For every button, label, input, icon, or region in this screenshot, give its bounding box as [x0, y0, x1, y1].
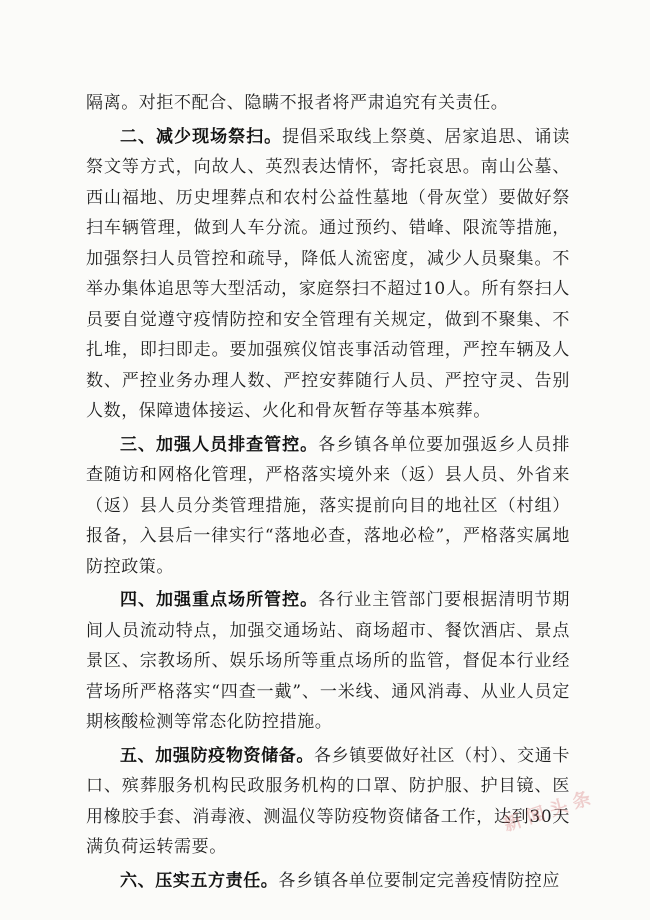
paragraph-text: 各行业主管部门要根据清明节期间人员流动特点，加强交通场站、商场超市、餐饮酒店、景点景区、宗教场所、娱乐场所等重点场所的监管，督促本行业经营场所严格落实“四查一戴”、一米线、通风消毒、从业人员定期核酸检测等常态化防控措施。	[86, 590, 570, 732]
paragraph-text: 各乡镇各单位要制定完善疫情防控应	[278, 870, 561, 891]
section-heading: 五、加强防疫物资储备。	[120, 745, 314, 766]
paragraph-text: 各乡镇各单位要加强返乡人员排查随访和网格化管理，严格落实境外来（返）县人员、外省来（返）县人员分类管理措施，落实提前向目的地社区（村组）报备，入县后一律实行“落地必查，落地必检”，严格落实属地防控政策。	[86, 434, 570, 577]
paragraph-personnel-screening	[86, 430, 570, 583]
paragraph-isolation-end	[86, 88, 570, 119]
watermark: 新闻头条	[501, 786, 600, 836]
paragraph-text: 提倡采取线上祭奠、居家追思、诵读祭文等方式，向故人、英烈表达情怀，寄托哀思。南山公墓、西山福地、历史埋葬点和农村公益性墓地（骨灰堂）要做好祭扫车辆管理，做到人车分流。通过预约、错峰、限流等措施，加强祭扫人员管控和疏导，降低人流密度，减少人员聚集。不举办集体追思等大型活动，家庭祭扫不超过10人。所有祭扫人员要自觉遵守疫情防控和安全管理有关规定，做到不聚集、不扎堆，即扫即走。要加强殡仪馆丧事活动管理，严控车辆及人数、严控业务办理人数、严控安葬随行人员、严控守灵、告别人数，保障遗体接运、火化和骨灰暂存等基本殡葬。	[86, 126, 570, 421]
section-heading: 四、加强重点场所管控。	[120, 590, 319, 610]
section-heading: 六、压实五方责任。	[120, 870, 279, 891]
paragraph-text: 各乡镇要做好社区（村）、交通卡口、殡葬服务机构民政服务机构的口罩、防护服、护目镜、医用橡胶手套、消毒液、测温仪等防疫物资储备工作，达到30天满负荷运转需要。	[86, 745, 570, 857]
paragraph-key-venues-control	[86, 585, 570, 738]
document-body	[86, 88, 570, 899]
paragraph-five-responsibilities	[86, 866, 570, 897]
paragraph-reduce-onsite-sweeping	[86, 122, 570, 427]
section-heading: 二、减少现场祭扫。	[120, 126, 283, 147]
section-heading: 三、加强人员排查管控。	[120, 434, 319, 455]
paragraph-epidemic-supplies	[86, 741, 570, 863]
paragraph-text: 隔离。对拒不配合、隐瞒不报者将严肃追究有关责任。	[86, 93, 509, 113]
